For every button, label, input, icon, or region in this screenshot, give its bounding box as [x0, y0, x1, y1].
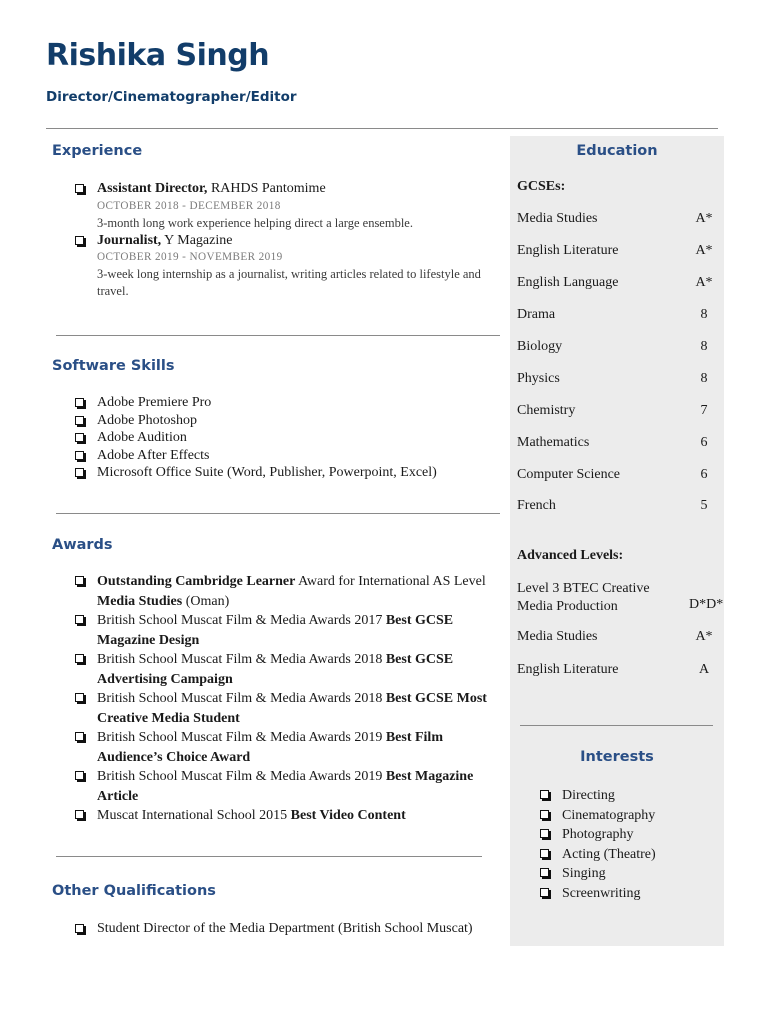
checkbox-bullet-icon [540, 868, 549, 877]
list-item: British School Muscat Film & Media Awards 2019 Best Film Audience’s Choice Award [97, 728, 489, 767]
checkbox-bullet-icon [75, 398, 84, 407]
checkbox-bullet-icon [75, 433, 84, 442]
section-divider [56, 335, 500, 336]
list-item: Outstanding Cambridge Learner Award for International AS Level Media Studies (Oman) [97, 572, 489, 611]
experience-description: 3-week long internship as a journalist, writing articles related to lifestyle and travel. [97, 267, 481, 298]
checkbox-bullet-icon [75, 468, 84, 477]
sidebar: Education GCSEs: Media Studies A* English Literature A* English Language A* Drama 8 Biology 8 Physics 8 Chemistry 7 Mathematics 6 Computer Science 6 French 5 Advanced Levels: Level 3 BTEC Creative Media Production D*D* Media Studies A* English Literature A Interests Directing Cinematography Photography Acting (Theatre) Singing Screenwriting [510, 136, 724, 946]
experience-description: 3-month long work experience helping direct a large ensemble. [97, 216, 413, 230]
other-qualifications-heading: Other Qualifications [52, 883, 216, 899]
list-item: Adobe After Effects [97, 447, 497, 465]
list-item: Adobe Audition [97, 429, 497, 447]
checkbox-bullet-icon [540, 849, 549, 858]
list-item: Directing [562, 786, 712, 806]
section-divider [56, 856, 482, 857]
list-item: Adobe Photoshop [97, 412, 497, 430]
list-item: British School Muscat Film & Media Awards 2018 Best GCSE Most Creative Media Student [97, 689, 489, 728]
experience-org: RAHDS Pantomime [207, 181, 326, 196]
awards-list [97, 572, 489, 826]
list-item: Adobe Premiere Pro [97, 394, 497, 412]
checkbox-bullet-icon [75, 810, 84, 819]
list-item: Screenwriting [562, 884, 712, 904]
gcse-label: GCSEs: [517, 179, 566, 194]
experience-dates: OCTOBER 2018 - DECEMBER 2018 [97, 200, 281, 212]
section-divider [56, 513, 500, 514]
list-item: Acting (Theatre) [562, 845, 712, 865]
list-item: Photography [562, 825, 712, 845]
experience-list [97, 180, 492, 300]
resume-name: Rishika Singh [46, 38, 270, 73]
list-item: Singing [562, 864, 712, 884]
list-item: Cinematography [562, 806, 712, 826]
experience-org: Y Magazine [161, 233, 233, 248]
awards-heading: Awards [52, 537, 113, 553]
list-item: British School Muscat Film & Media Awards 2018 Best GCSE Advertising Campaign [97, 650, 489, 689]
resume-subtitle: Director/Cinematographer/Editor [46, 89, 297, 105]
checkbox-bullet-icon [75, 654, 84, 663]
checkbox-bullet-icon [75, 236, 84, 245]
checkbox-bullet-icon [75, 924, 84, 933]
experience-item [97, 232, 492, 300]
experience-role: Assistant Director, [97, 181, 208, 196]
software-skills-list [97, 394, 497, 482]
interests-heading: Interests [580, 749, 654, 765]
education-heading: Education [576, 143, 658, 159]
list-item: British School Muscat Film & Media Awards 2017 Best GCSE Magazine Design [97, 611, 489, 650]
interests-list [562, 786, 712, 903]
experience-dates: OCTOBER 2019 - NOVEMBER 2019 [97, 251, 283, 263]
checkbox-bullet-icon [540, 810, 549, 819]
checkbox-bullet-icon [540, 829, 549, 838]
checkbox-bullet-icon [75, 416, 84, 425]
checkbox-bullet-icon [75, 732, 84, 741]
list-item: Muscat International School 2015 Best Video Content [97, 806, 489, 826]
checkbox-bullet-icon [75, 771, 84, 780]
alevel-label: Advanced Levels: [517, 548, 624, 563]
checkbox-bullet-icon [540, 888, 549, 897]
checkbox-bullet-icon [75, 615, 84, 624]
experience-heading: Experience [52, 143, 143, 159]
list-item: British School Muscat Film & Media Awards 2019 Best Magazine Article [97, 767, 489, 806]
checkbox-bullet-icon [75, 693, 84, 702]
software-skills-heading: Software Skills [52, 358, 175, 374]
experience-item [97, 180, 492, 232]
header-divider [46, 128, 718, 129]
checkbox-bullet-icon [75, 451, 84, 460]
experience-role: Journalist, [97, 233, 162, 248]
checkbox-bullet-icon [540, 790, 549, 799]
checkbox-bullet-icon [75, 576, 84, 585]
other-qualifications-list [97, 920, 497, 938]
grade-row: Level 3 BTEC Creative Media Production D*D* [517, 581, 724, 614]
list-item: Student Director of the Media Department (British School Muscat) [97, 920, 497, 938]
checkbox-bullet-icon [75, 184, 84, 193]
sidebar-divider [520, 725, 713, 726]
list-item: Microsoft Office Suite (Word, Publisher, Powerpoint, Excel) [97, 464, 497, 482]
